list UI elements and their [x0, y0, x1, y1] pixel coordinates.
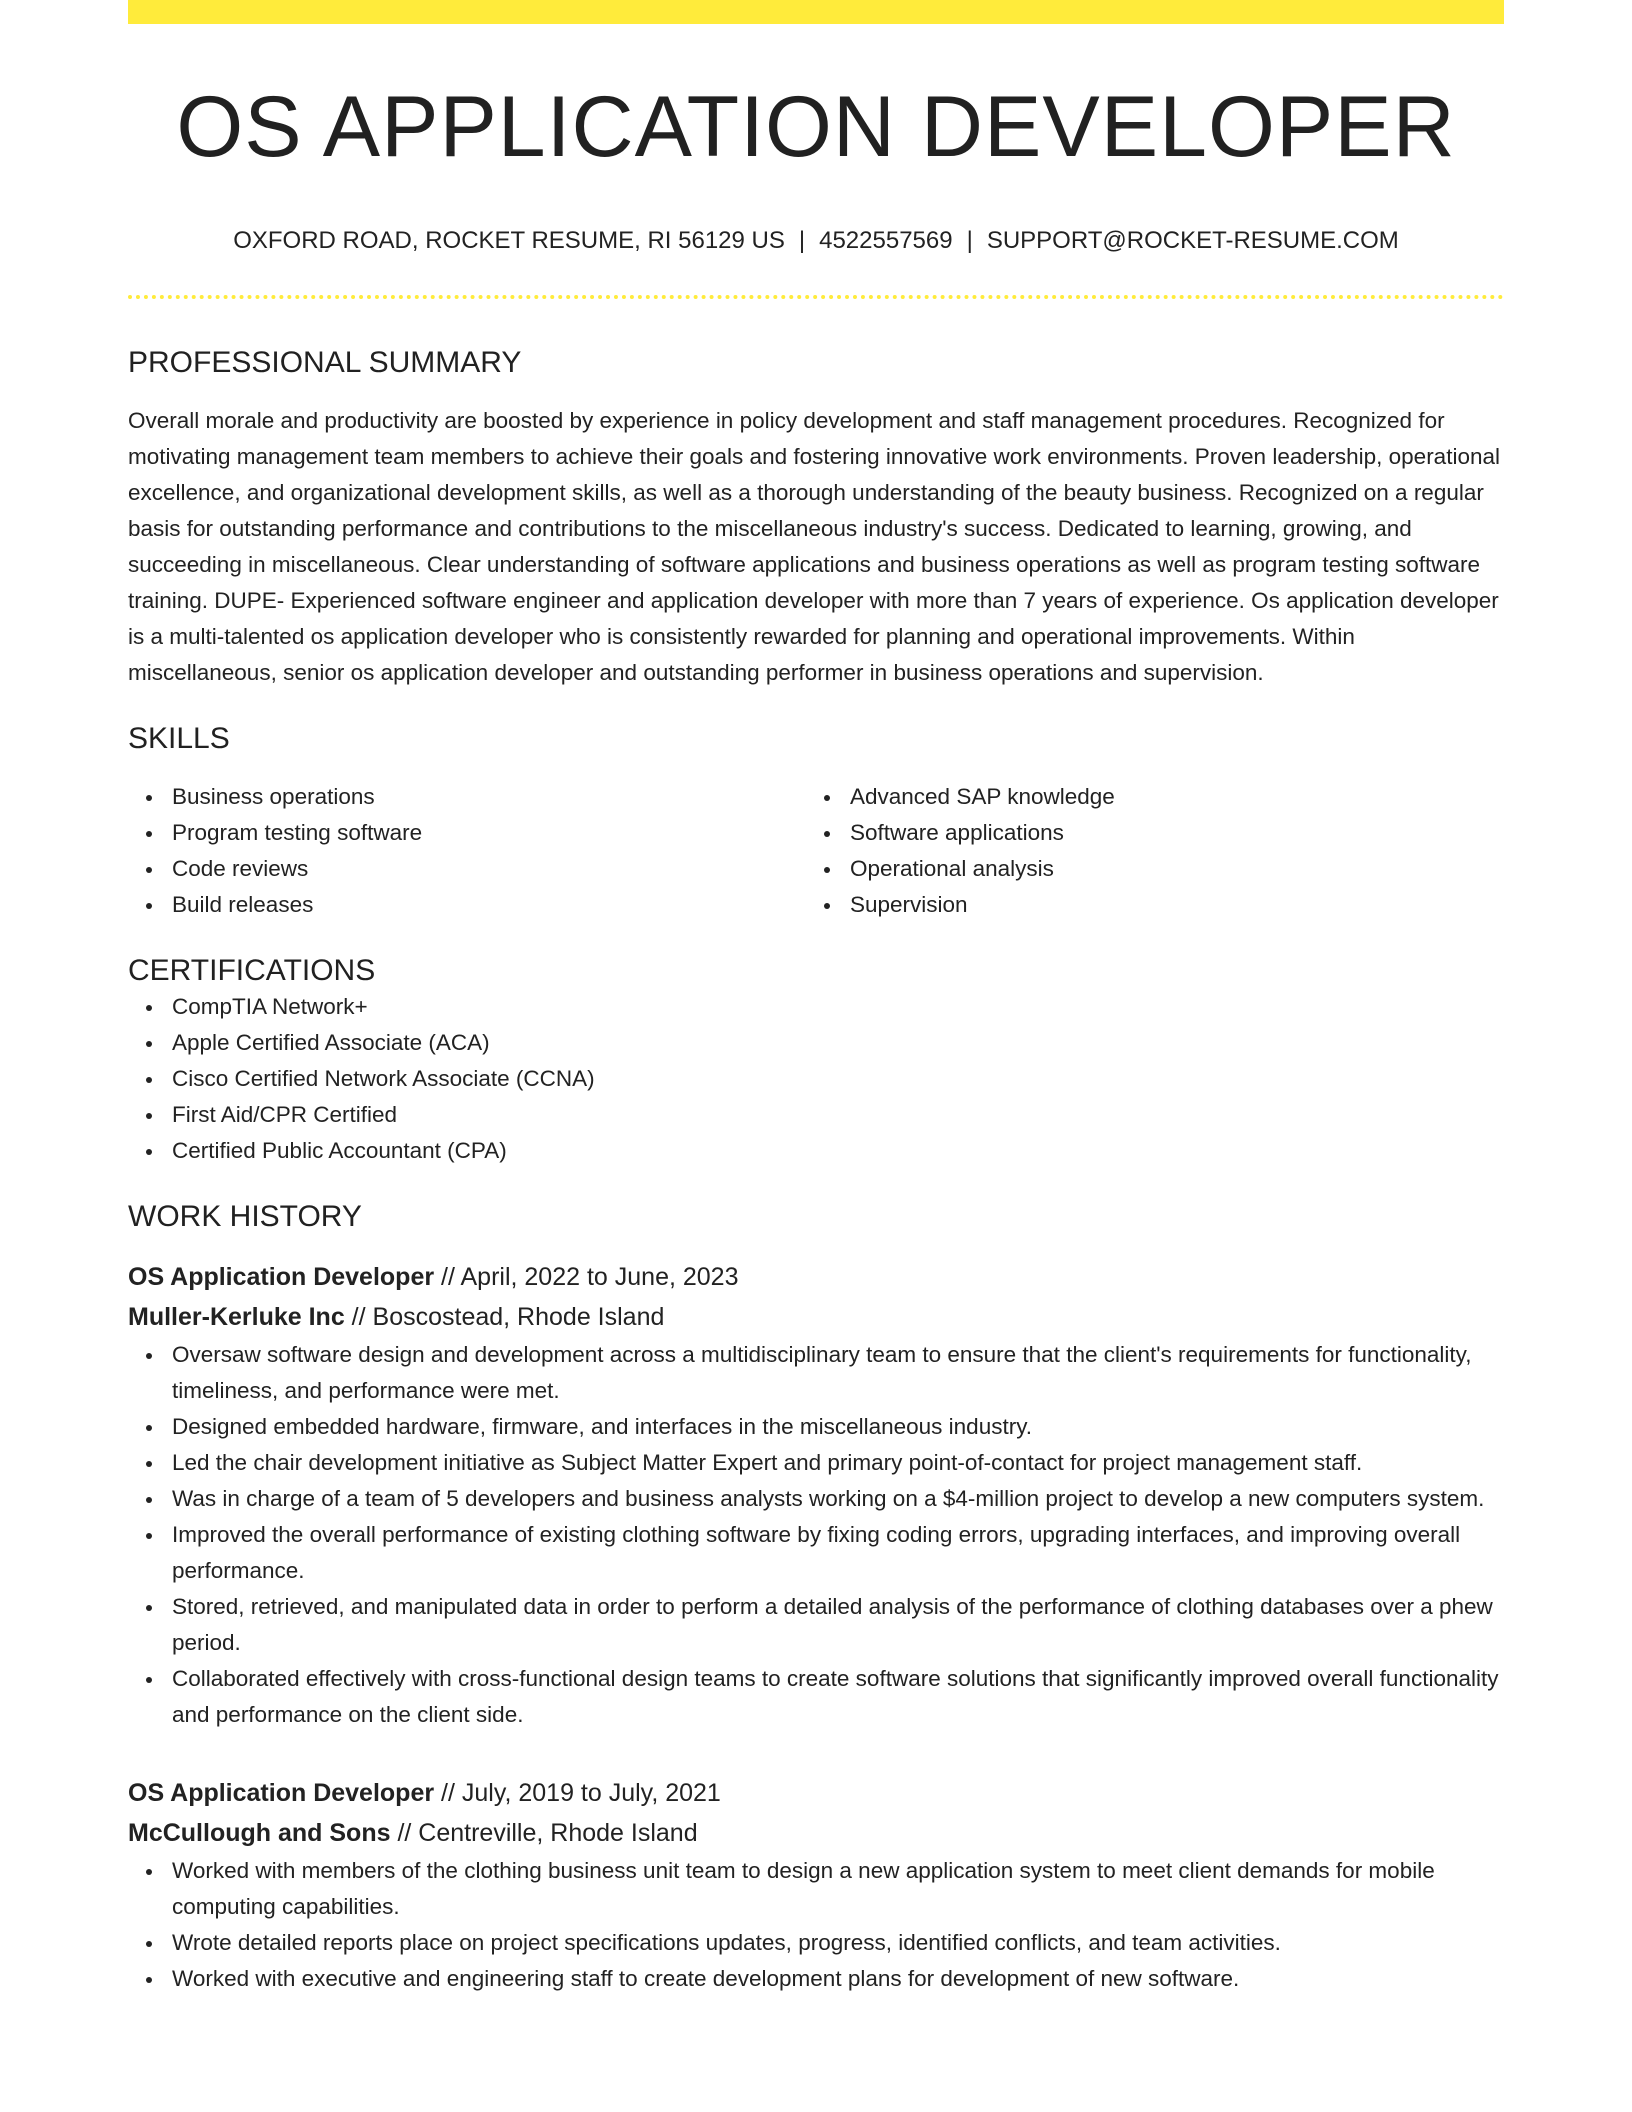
- job-bullet: Led the chair development initiative as Subject Matter Expert and primary point-of-contact for project management staff.: [172, 1445, 1504, 1481]
- job-company-line: [128, 1297, 1504, 1337]
- contact-separator: |: [798, 226, 806, 254]
- skill-item: Code reviews: [172, 851, 806, 887]
- job-company-line: [128, 1813, 1504, 1853]
- job-bullets: [128, 1853, 1504, 1997]
- dotted-divider: [128, 295, 1504, 299]
- skills-list-left: [128, 779, 806, 923]
- skills-column-right: [806, 779, 1484, 923]
- accent-top-bar: [128, 0, 1504, 24]
- summary-text: Overall morale and productivity are boosted by experience in policy development and staff management procedures. Recognized for motivating management team members to achieve their goals and fostering innovative work environments. Proven leadership, operational excellence, and organizational development skills, as well as a thorough understanding of the beauty business. Recognized on a regular basis for outstanding performance and contributions to the miscellaneous industry's success. Dedicated to learning, growing, and succeeding in miscellaneous. Clear understanding of software applications and business operations as well as program testing software training. DUPE- Experienced software engineer and application developer with more than 7 years of experience. Os application developer is a multi-talented os application developer who is consistently rewarded for planning and operational improvements. Within miscellaneous, senior os application developer and outstanding performer in business operations and supervision.: [128, 408, 1500, 686]
- certification-item: Apple Certified Associate (ACA): [172, 1025, 1504, 1061]
- work-history-heading: WORK HISTORY: [128, 1200, 362, 1234]
- job-role: OS Application Developer: [128, 1779, 435, 1808]
- page-title: OS APPLICATION DEVELOPER: [176, 79, 1456, 175]
- job-bullet: Wrote detailed reports place on project specifications updates, progress, identified conflicts, and team activities.: [172, 1925, 1504, 1961]
- job-bullet: Designed embedded hardware, firmware, and interfaces in the miscellaneous industry.: [172, 1409, 1504, 1445]
- job-entry: [128, 1257, 1504, 1733]
- job-bullet: Improved the overall performance of existing clothing software by fixing coding errors, upgrading interfaces, and improving overall performance.: [172, 1517, 1504, 1589]
- skills-list-right: [806, 779, 1484, 923]
- job-bullet: Oversaw software design and development across a multidisciplinary team to ensure that the client's requirements for functionality, timeliness, and performance were met.: [172, 1337, 1504, 1409]
- job-role-line: [128, 1773, 1504, 1813]
- certification-item: Certified Public Accountant (CPA): [172, 1133, 1504, 1169]
- job-bullet: Worked with executive and engineering staff to create development plans for development of new software.: [172, 1961, 1504, 1997]
- job-company: Muller-Kerluke Inc: [128, 1303, 345, 1332]
- skills-column-left: [128, 779, 806, 923]
- certifications-list: [128, 989, 1504, 1169]
- job-bullet: Collaborated effectively with cross-functional design teams to create software solutions that significantly improved overall functionality and performance on the client side.: [172, 1661, 1504, 1733]
- job-bullets: [128, 1337, 1504, 1733]
- job-role: OS Application Developer: [128, 1263, 435, 1292]
- skill-item: Business operations: [172, 779, 806, 815]
- certifications-heading: CERTIFICATIONS: [128, 954, 376, 988]
- certification-item: Cisco Certified Network Associate (CCNA): [172, 1061, 1504, 1097]
- skills-grid: [128, 779, 1504, 923]
- job-entry: [128, 1773, 1504, 1997]
- job-bullet: Stored, retrieved, and manipulated data in order to perform a detailed analysis of the performance of clothing databases over a phew period.: [172, 1589, 1504, 1661]
- job-location: // Centreville, Rhode Island: [390, 1819, 698, 1848]
- job-location: // Boscostead, Rhode Island: [344, 1303, 665, 1332]
- certification-item: CompTIA Network+: [172, 989, 1504, 1025]
- job-bullet: Was in charge of a team of 5 developers and business analysts working on a $4-million project to develop a new computers system.: [172, 1481, 1504, 1517]
- contact-email: SUPPORT@ROCKET-RESUME.COM: [986, 226, 1399, 254]
- job-company: McCullough and Sons: [128, 1819, 391, 1848]
- job-dates: // July, 2019 to July, 2021: [434, 1779, 721, 1808]
- skill-item: Operational analysis: [850, 851, 1484, 887]
- summary-heading: PROFESSIONAL SUMMARY: [128, 346, 522, 380]
- skill-item: Program testing software: [172, 815, 806, 851]
- contact-phone: 4522557569: [819, 226, 953, 254]
- job-role-line: [128, 1257, 1504, 1297]
- skill-item: Advanced SAP knowledge: [850, 779, 1484, 815]
- job-bullet: Worked with members of the clothing business unit team to design a new application system to meet client demands for mobile computing capabilities.: [172, 1853, 1504, 1925]
- skills-heading: SKILLS: [128, 722, 230, 756]
- skill-item: Software applications: [850, 815, 1484, 851]
- certification-item: First Aid/CPR Certified: [172, 1097, 1504, 1133]
- skill-item: Build releases: [172, 887, 806, 923]
- skill-item: Supervision: [850, 887, 1484, 923]
- resume-page: [128, 0, 1504, 1997]
- contact-separator: |: [966, 226, 973, 254]
- contact-line: [128, 227, 1504, 256]
- job-dates: // April, 2022 to June, 2023: [434, 1263, 739, 1292]
- contact-address: OXFORD ROAD, ROCKET RESUME, RI 56129 US: [233, 226, 785, 254]
